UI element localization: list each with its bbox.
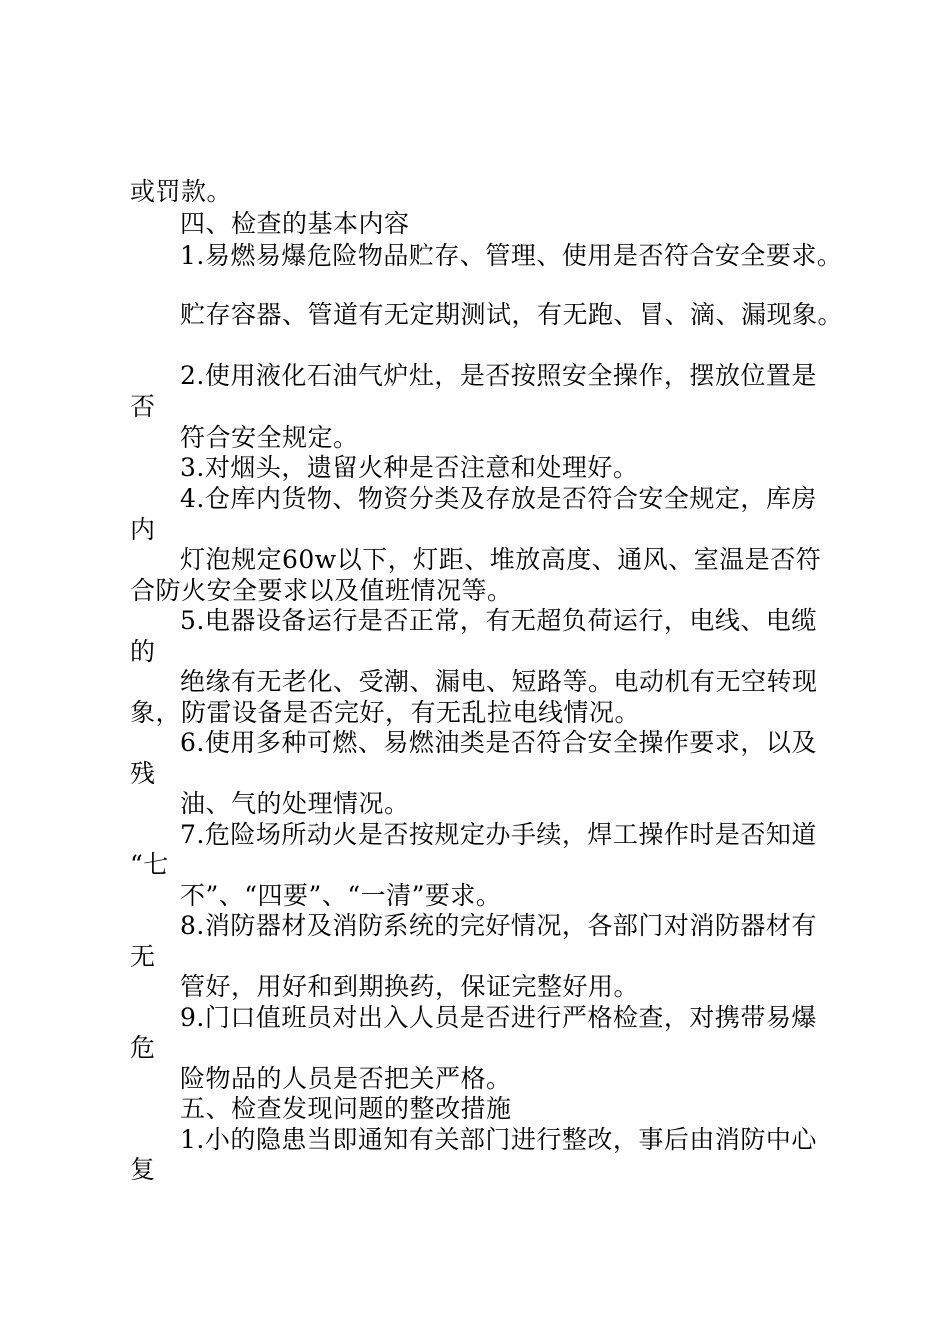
text-line-13: 5.电器设备运行是否正常，有无超负荷运行，电线、电缆 [180, 606, 817, 635]
text-line-10: 内 [130, 515, 156, 544]
text-line-17: 6.使用多种可燃、易燃油类是否符合安全操作要求，以及 [180, 728, 817, 757]
text-line-22: 不”、“四要”、“一清”要求。 [180, 881, 502, 910]
text-line-4: 贮存容器、管道有无定期测试，有无跑、冒、滴、漏现象。 [180, 300, 844, 329]
text-line-8: 3.对烟头，遗留火种是否注意和处理好。 [180, 453, 639, 482]
text-line-6: 否 [130, 392, 156, 421]
text-line-3: 1.易燃易爆危险物品贮存、管理、使用是否符合安全要求。 [180, 241, 843, 270]
section-heading-4: 四、检查的基本内容 [180, 209, 410, 238]
text-line-14: 的 [130, 637, 156, 666]
text-line-5: 2.使用液化石油气炉灶，是否按照安全操作，摆放位置是 [180, 361, 817, 390]
text-line-21: “七 [130, 850, 169, 879]
text-line-23: 8.消防器材及消防系统的完好情况，各部门对消防器材有 [180, 911, 817, 940]
text-line-12: 合防火安全要求以及值班情况等。 [130, 576, 513, 605]
section-heading-5: 五、检查发现问题的整改措施 [180, 1094, 512, 1123]
text-line-26: 9.门口值班员对出入人员是否进行严格检查，对携带易爆 [180, 1003, 817, 1032]
text-line-20: 7.危险场所动火是否按规定办手续，焊工操作时是否知道 [180, 820, 817, 849]
text-line-27: 危 [130, 1033, 156, 1062]
text-line-18: 残 [130, 759, 156, 788]
text-line-9: 4.仓库内货物、物资分类及存放是否符合安全规定，库房 [180, 484, 817, 513]
text-line-11: 灯泡规定60w以下，灯距、堆放高度、通风、室温是否符 [180, 545, 822, 574]
text-line-30: 1.小的隐患当即通知有关部门进行整改，事后由消防中心 [180, 1125, 817, 1154]
text-line-19: 油、气的处理情况。 [180, 789, 410, 818]
text-line-7: 符合安全规定。 [180, 423, 359, 452]
text-line-1: 或罚款。 [130, 177, 233, 206]
text-line-16: 象，防雷设备是否完好，有无乱拉电线情况。 [130, 698, 641, 727]
text-line-25: 管好，用好和到期换药，保证完整好用。 [180, 972, 640, 1001]
text-line-31: 复 [130, 1155, 156, 1184]
text-line-28: 险物品的人员是否把关严格。 [180, 1064, 512, 1093]
text-line-24: 无 [130, 942, 156, 971]
text-line-15: 绝缘有无老化、受潮、漏电、短路等。电动机有无空转现 [180, 667, 818, 696]
